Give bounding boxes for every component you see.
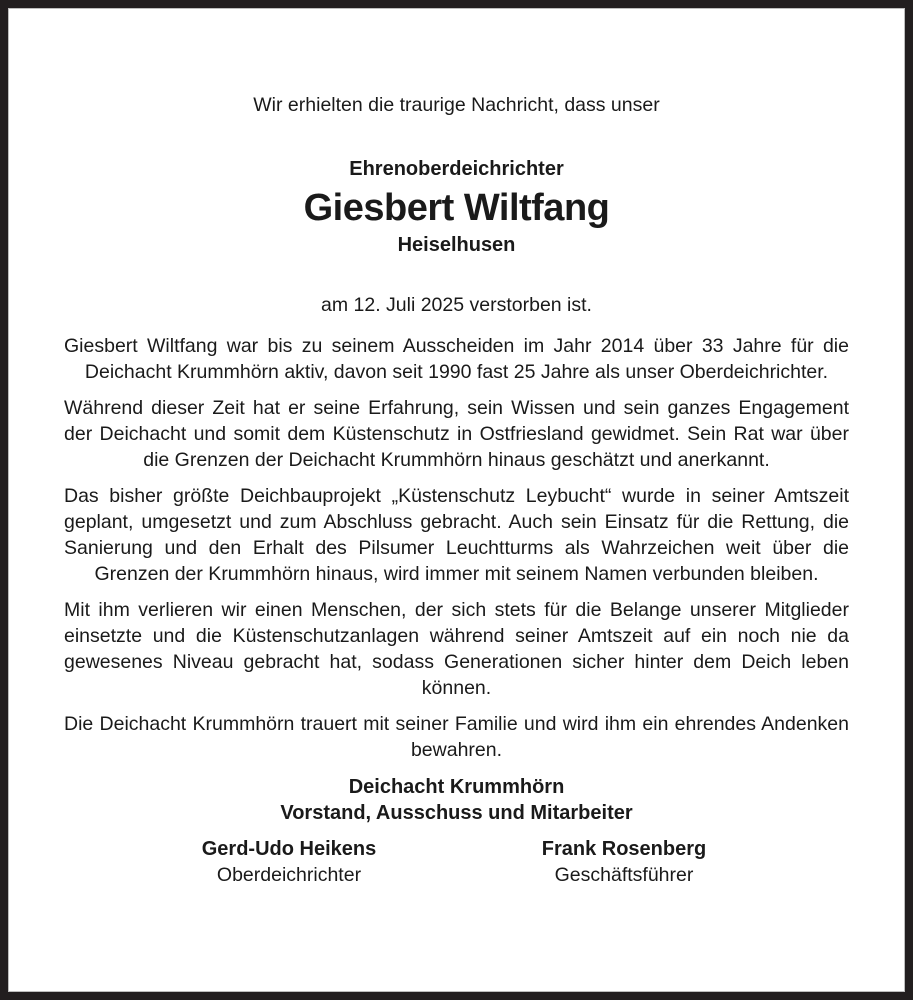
signatory-name: Gerd-Udo Heikens [201, 838, 377, 860]
death-date-line: am 12. Juli 2025 verstorben ist. [321, 294, 592, 316]
signatory-title: Oberdeichrichter [216, 864, 362, 886]
signatory-right [494, 836, 754, 888]
paragraph-career: Giesbert Wiltfang war bis zu seinem Ausscheiden im Jahr 2014 über 33 Jahre für die Deichacht Krummhörn aktiv, davon seit 1990 fast 25 Jahre als unser Oberdeichrichter. [64, 335, 849, 383]
organization-name: Deichacht Krummhörn [348, 776, 565, 798]
honorific-title: Ehrenoberdeichrichter [349, 158, 564, 180]
deceased-name: Giesbert Wiltfang [303, 187, 610, 229]
place-name: Heiselhusen [397, 234, 516, 256]
body-paragraphs [64, 333, 849, 763]
intro-line: Wir erhielten die traurige Nachricht, dass unser [253, 94, 660, 116]
notice-content [8, 92, 905, 888]
paragraph-projects: Das bisher größte Deichbauprojekt „Küstenschutz Leybucht“ wurde in seiner Amtszeit geplant, umgesetzt und zum Abschluss gebracht. Auch sein Einsatz für die Rettung, die Sanierung und den Erhalt des Pilsumer Leuchtturms als Wahrzeichen weit über die Grenzen der Krummhörn hinaus, wird immer mit seinem Namen verbunden bleiben. [64, 485, 849, 585]
signature-block [64, 836, 849, 888]
signatory-left [159, 836, 419, 888]
paragraph-condolence: Die Deichacht Krummhörn trauert mit seiner Familie und wird ihm ein ehrendes Andenken bewahren. [64, 713, 849, 761]
signatory-title: Geschäftsführer [554, 864, 694, 886]
organization-subtitle: Vorstand, Ausschuss und Mitarbeiter [280, 802, 633, 824]
signatory-name: Frank Rosenberg [541, 838, 707, 860]
paragraph-dedication: Während dieser Zeit hat er seine Erfahrung, sein Wissen und sein ganzes Engagement der Deichacht und somit dem Küstenschutz in Ostfriesland gewidmet. Sein Rat war über die Grenzen der Deichacht Krummhörn hinaus geschätzt und anerkannt. [64, 397, 849, 471]
paragraph-legacy: Mit ihm verlieren wir einen Menschen, der sich stets für die Belange unserer Mitglieder einsetzte und die Küstenschutzanlagen während seiner Amtszeit auf ein noch nie da gewesenes Niveau gebracht hat, sodass Generationen sicher hinter dem Deich leben können. [64, 599, 849, 699]
